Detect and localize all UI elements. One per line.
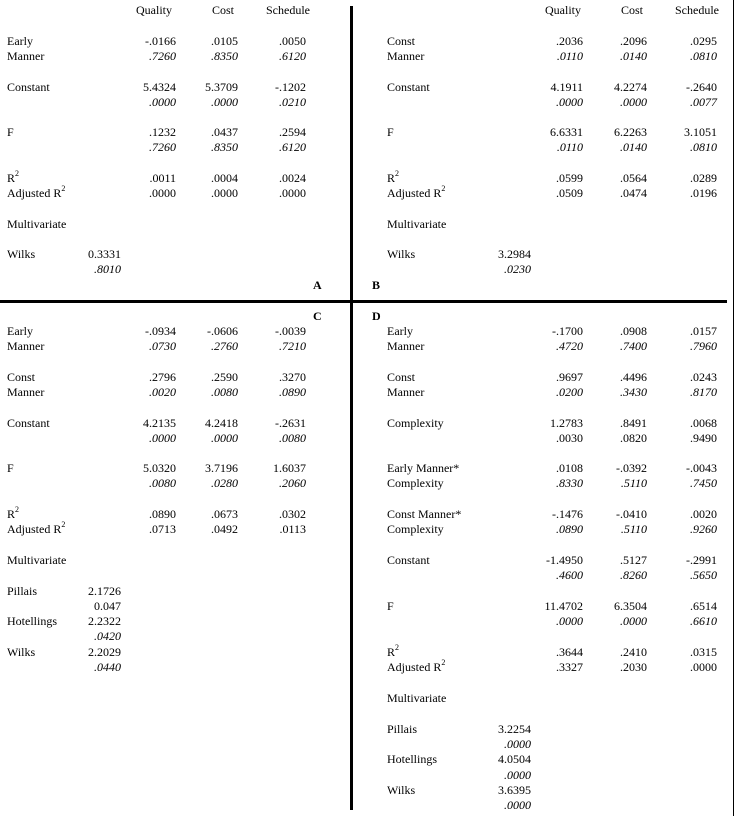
stat-p: .8010 [94, 262, 121, 276]
multivariate-label: Multivariate [7, 217, 67, 231]
p-cell: .4600 [556, 568, 583, 582]
p-cell: .0077 [690, 95, 717, 109]
panel-letter-c: C [313, 309, 322, 323]
value-cell: .9697 [556, 370, 583, 384]
p-cell: .7260 [149, 140, 176, 154]
stat-label: Wilks [7, 247, 36, 261]
stat-p: .0000 [504, 768, 531, 782]
value-cell: .0564 [620, 171, 647, 185]
row-label: Manner [387, 49, 425, 63]
p-cell: .7260 [149, 49, 176, 63]
p-cell: .0110 [556, 140, 583, 154]
p-cell: .0890 [556, 522, 583, 536]
p-cell: .0140 [620, 49, 647, 63]
p-cell: .0140 [620, 140, 647, 154]
p-cell: .0000 [149, 431, 176, 445]
p-cell: .7210 [279, 339, 306, 353]
stat-p: .0000 [504, 798, 531, 812]
row-label: F [7, 461, 14, 475]
value-cell: .0243 [690, 370, 717, 384]
p-cell: .0200 [556, 385, 583, 399]
value-cell: 4.2274 [614, 80, 647, 94]
p-cell: .7960 [690, 339, 717, 353]
row-label: Constant [7, 80, 50, 94]
value-cell: -.1476 [552, 507, 583, 521]
row-label: Early [387, 324, 413, 338]
header-schedule-right: Schedule [675, 3, 719, 17]
value-cell: .0890 [149, 507, 176, 521]
stat-value: 4.0504 [498, 752, 531, 766]
value-cell: .0113 [279, 522, 306, 536]
p-cell: .4720 [556, 339, 583, 353]
p-cell: .0810 [690, 140, 717, 154]
header-schedule-left: Schedule [266, 3, 310, 17]
row-label: Adjusted $R^2$ [7, 520, 66, 536]
p-cell: .0280 [211, 476, 238, 490]
p-cell: .8170 [690, 385, 717, 399]
stat-label: Pillais [387, 722, 418, 736]
p-cell: .9260 [690, 522, 717, 536]
row-label: F [7, 125, 14, 139]
row-label: Const Manner* [387, 507, 462, 521]
p-cell: .0000 [620, 95, 647, 109]
p-cell: .6610 [690, 614, 717, 628]
p-cell: .6120 [279, 140, 306, 154]
value-cell: .0000 [149, 186, 176, 200]
value-cell: .0492 [211, 522, 238, 536]
value-cell: -.0043 [686, 461, 717, 475]
row-label: Constant [7, 416, 50, 430]
header-cost-right: Cost [621, 3, 644, 17]
p-cell: .0080 [149, 476, 176, 490]
value-cell: -.0392 [616, 461, 647, 475]
row-label: Adjusted $R^2$ [387, 184, 446, 200]
value-cell: 3.1051 [684, 125, 717, 139]
adjusted-r-label: Adjusted R [7, 186, 62, 200]
value-cell: .0599 [556, 171, 583, 185]
value-cell: .0820 [620, 431, 647, 445]
value-cell: -.2991 [686, 553, 717, 567]
value-cell: .2096 [620, 34, 647, 48]
panel-letter-a: A [313, 278, 322, 292]
row-label: Constant [387, 80, 430, 94]
stat-p: 0.047 [94, 599, 121, 613]
r-label: R [387, 171, 396, 185]
value-cell: .0024 [279, 171, 306, 185]
value-cell: .0437 [211, 125, 238, 139]
value-cell: 4.2135 [143, 416, 176, 430]
value-cell: .0673 [211, 507, 238, 521]
value-cell: 5.0320 [143, 461, 176, 475]
value-cell: .0000 [279, 186, 306, 200]
p-cell: .0080 [211, 385, 238, 399]
r-label: R [7, 171, 16, 185]
row-label: Manner [7, 339, 45, 353]
p-cell: .0000 [556, 95, 583, 109]
value-cell: .6514 [690, 599, 717, 613]
row-label: Early Manner* [387, 461, 460, 475]
value-cell: 4.2418 [205, 416, 238, 430]
row-label: Complexity [387, 416, 444, 430]
stat-label: Hotellings [387, 752, 437, 766]
row-label: Manner [7, 49, 45, 63]
p-cell: .0000 [149, 95, 176, 109]
value-cell: .3327 [556, 660, 583, 674]
value-cell: .1232 [149, 125, 176, 139]
value-cell: .3270 [279, 370, 306, 384]
stat-value: 2.2029 [88, 645, 121, 659]
row-label: Complexity [387, 522, 444, 536]
stat-p: .0440 [94, 660, 121, 674]
p-cell: .7400 [620, 339, 647, 353]
p-cell: .8260 [620, 568, 647, 582]
value-cell: .0030 [556, 431, 583, 445]
header-quality-right: Quality [545, 3, 581, 17]
p-cell: .2760 [211, 339, 238, 353]
value-cell: .0713 [149, 522, 176, 536]
panel-b [353, 0, 734, 300]
value-cell: .0474 [620, 186, 647, 200]
value-cell: 1.6037 [273, 461, 306, 475]
p-cell: .0730 [149, 339, 176, 353]
value-cell: 4.1911 [550, 80, 583, 94]
panel-c [0, 303, 350, 816]
value-cell: -.2631 [275, 416, 306, 430]
stat-label: Pillais [7, 584, 38, 598]
r-label: R [7, 507, 16, 521]
row-label: Adjusted $R^2$ [7, 184, 66, 200]
header-quality-left: Quality [136, 3, 172, 17]
value-cell: .0000 [211, 186, 238, 200]
row-label: $R^2$ [387, 643, 400, 659]
p-cell: .5650 [690, 568, 717, 582]
p-cell: .6120 [279, 49, 306, 63]
row-label: Manner [7, 385, 45, 399]
p-cell: .5110 [620, 476, 647, 490]
value-cell: .0020 [690, 507, 717, 521]
value-cell: .4496 [620, 370, 647, 384]
value-cell: .0004 [211, 171, 238, 185]
value-cell: .2590 [211, 370, 238, 384]
value-cell: 11.4702 [544, 599, 583, 613]
row-label: Complexity [387, 476, 444, 490]
value-cell: .0157 [690, 324, 717, 338]
stat-p: .0420 [94, 629, 121, 643]
value-cell: .0105 [211, 34, 238, 48]
row-label: $R^2$ [7, 169, 20, 185]
value-cell: .0315 [690, 645, 717, 659]
stat-p: .0000 [504, 737, 531, 751]
value-cell: .0509 [556, 186, 583, 200]
p-cell: .0110 [556, 49, 583, 63]
p-cell: .0210 [279, 95, 306, 109]
stat-p: .0230 [504, 262, 531, 276]
adjusted-r-label: Adjusted R [7, 522, 62, 536]
header-cost-left: Cost [212, 3, 235, 17]
value-cell: .9490 [690, 431, 717, 445]
r-label: R [387, 645, 396, 659]
value-cell: .0302 [279, 507, 306, 521]
value-cell: 5.4324 [143, 80, 176, 94]
panel-d [353, 303, 734, 816]
value-cell: -.0410 [616, 507, 647, 521]
row-label: Manner [387, 385, 425, 399]
value-cell: .0908 [620, 324, 647, 338]
value-cell: -.2640 [686, 80, 717, 94]
value-cell: .0050 [279, 34, 306, 48]
value-cell: 3.7196 [205, 461, 238, 475]
value-cell: -.0606 [207, 324, 238, 338]
p-cell: .0000 [620, 614, 647, 628]
stat-label: Wilks [387, 247, 416, 261]
p-cell: .8350 [211, 140, 238, 154]
p-cell: .8330 [556, 476, 583, 490]
row-label: Constant [387, 553, 430, 567]
p-cell: .5110 [620, 522, 647, 536]
p-cell: .0000 [556, 614, 583, 628]
value-cell: -.0934 [145, 324, 176, 338]
value-cell: .0295 [690, 34, 717, 48]
value-cell: -1.4950 [546, 553, 583, 567]
row-label: $R^2$ [7, 505, 20, 521]
row-label: Adjusted $R^2$ [387, 658, 446, 674]
value-cell: .0108 [556, 461, 583, 475]
stat-label: Hotellings [7, 614, 57, 628]
stat-value: 0.3331 [88, 247, 121, 261]
value-cell: -.0039 [275, 324, 306, 338]
value-cell: .0289 [690, 171, 717, 185]
p-cell: .0020 [149, 385, 176, 399]
p-cell: .7450 [690, 476, 717, 490]
panel-a [0, 0, 350, 300]
value-cell: .0000 [690, 660, 717, 674]
value-cell: 5.3709 [205, 80, 238, 94]
stat-value: 2.2322 [88, 614, 121, 628]
panel-letter-d: D [372, 309, 381, 323]
row-label: $R^2$ [387, 169, 400, 185]
value-cell: .0068 [690, 416, 717, 430]
p-cell: .0890 [279, 385, 306, 399]
row-label: F [387, 125, 394, 139]
value-cell: .8491 [620, 416, 647, 430]
stat-label: Wilks [7, 645, 36, 659]
p-cell: .0000 [211, 95, 238, 109]
row-label: Const [387, 34, 416, 48]
stat-value: 2.1726 [88, 584, 121, 598]
row-label: Const [7, 370, 36, 384]
stat-label: Wilks [387, 783, 416, 797]
stat-value: 3.2984 [498, 247, 531, 261]
value-cell: .2036 [556, 34, 583, 48]
multivariate-label: Multivariate [7, 553, 67, 567]
value-cell: 6.6331 [550, 125, 583, 139]
value-cell: .5127 [620, 553, 647, 567]
value-cell: -.1202 [275, 80, 306, 94]
p-cell: .3430 [620, 385, 647, 399]
value-cell: 1.2783 [550, 416, 583, 430]
value-cell: .0196 [690, 186, 717, 200]
p-cell: .8350 [211, 49, 238, 63]
multivariate-label: Multivariate [387, 217, 447, 231]
value-cell: 6.2263 [614, 125, 647, 139]
p-cell: .0080 [279, 431, 306, 445]
p-cell: .0000 [211, 431, 238, 445]
row-label: Early [7, 324, 33, 338]
adjusted-r-label: Adjusted R [387, 186, 442, 200]
value-cell: .2410 [620, 645, 647, 659]
adjusted-r-label: Adjusted R [387, 660, 442, 674]
stat-value: 3.2254 [498, 722, 531, 736]
panel-letter-b: B [372, 278, 381, 292]
row-label: Early [7, 34, 33, 48]
value-cell: .0011 [149, 171, 176, 185]
value-cell: .2594 [279, 125, 306, 139]
stat-value: 3.6395 [498, 783, 531, 797]
multivariate-label: Multivariate [387, 691, 447, 705]
row-label: F [387, 599, 394, 613]
value-cell: .3644 [556, 645, 583, 659]
row-label: Manner [387, 339, 425, 353]
value-cell: -.1700 [552, 324, 583, 338]
p-cell: .2060 [279, 476, 306, 490]
value-cell: .2796 [149, 370, 176, 384]
value-cell: .2030 [620, 660, 647, 674]
value-cell: -.0166 [145, 34, 176, 48]
value-cell: 6.3504 [614, 599, 647, 613]
p-cell: .0810 [690, 49, 717, 63]
row-label: Const [387, 370, 416, 384]
